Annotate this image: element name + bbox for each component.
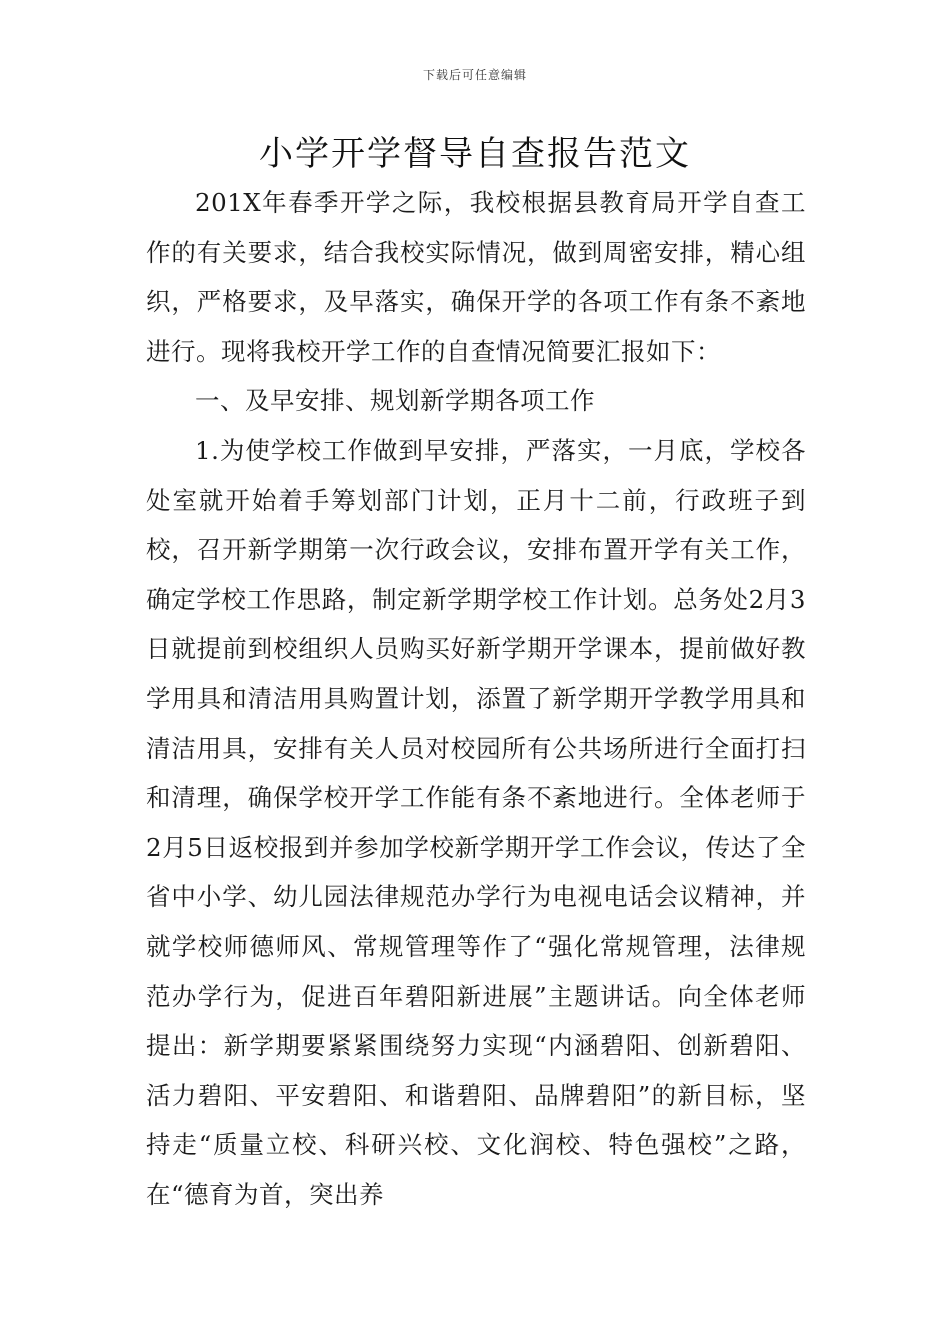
header-note: 下载后可任意编辑 xyxy=(422,68,527,82)
document-title: 小学开学督导自查报告范文 xyxy=(259,134,691,174)
paragraph-intro: 201X年春季开学之际，我校根据县教育局开学自查工作的有关要求，结合我校实际情况，做到周密安排，精心组织，严格要求，及早落实，确保开学的各项工作有条不紊地进行。现将我校开学工作的自查情况简要汇报如下： xyxy=(146,188,806,366)
paragraph-item-1: 1.为使学校工作做到早安排，严落实，一月底，学校各处室就开始着手筹划部门计划，正月十二前，行政班子到校，召开新学期第一次行政会议，安排布置开学有关工作，确定学校工作思路，制定新学期学校工作计划。总务处2月3日就提前到校组织人员购买好新学期开学课本，提前做好教学用具和清洁用具购置计划，添置了新学期开学教学用具和清洁用具，安排有关人员对校园所有公共场所进行全面打扫和清理，确保学校开学工作能有条不紊地进行。全体老师于2月5日返校报到并参加学校新学期开学工作会议，传达了全省中小学、幼儿园法律规范办学行为电视电话会议精神，并就学校师德师风、常规管理等作了“强化常规管理，法律规范办学行为，促进百年碧阳新进展”主题讲话。向全体老师提出：新学期要紧紧围绕努力实现“内涵碧阳、创新碧阳、活力碧阳、平安碧阳、和谐碧阳、品牌碧阳”的新目标，坚持走“质量立校、科研兴校、文化润校、特色强校”之路，在“德育为首，突出养 xyxy=(146,435,806,1209)
document-body xyxy=(146,178,806,1219)
section-heading-1: 一、及早安排、规划新学期各项工作 xyxy=(195,386,595,416)
